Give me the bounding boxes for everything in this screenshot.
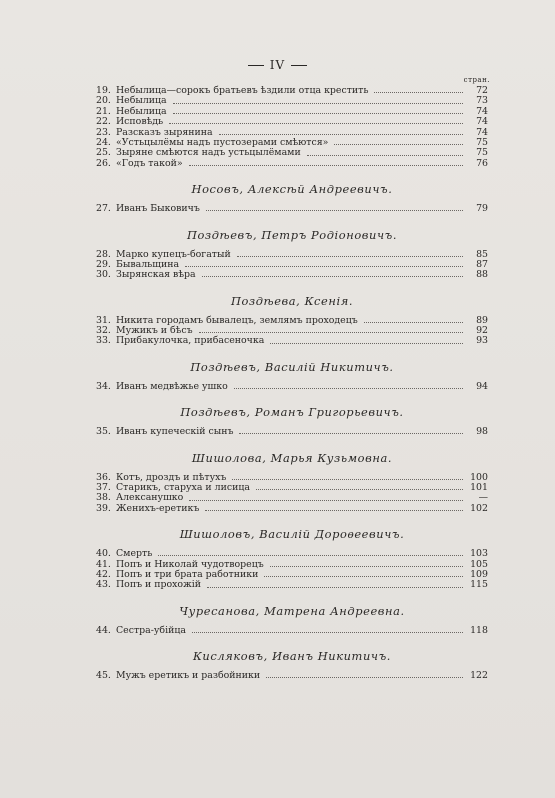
entry-title: Иванъ Быковичъ (116, 203, 200, 215)
entry-page: 115 (470, 579, 488, 591)
dot-leader (266, 676, 463, 678)
entry-title: Марко купецъ-богатый (116, 248, 231, 260)
toc-group (96, 86, 488, 169)
entry-number: 42. (96, 568, 111, 580)
entry-page: 109 (470, 568, 488, 580)
header-dash-left (248, 65, 264, 66)
entry-number: 39. (96, 502, 111, 514)
entry-page: 89 (476, 314, 488, 326)
author-heading: Поздѣевъ, Романъ Григорьевичъ. (180, 405, 404, 420)
entry-page: 94 (476, 380, 488, 392)
entry-title: Попъ и прохожій (116, 579, 201, 591)
entry-page: 93 (476, 335, 488, 347)
entry-title: Сестра-убійца (116, 624, 186, 636)
toc-entry (96, 626, 488, 636)
entry-number: 30. (96, 269, 111, 281)
entry-page: 101 (470, 482, 488, 494)
entry-number: 23. (96, 126, 111, 138)
dot-leader (307, 154, 463, 156)
dot-leader (270, 342, 463, 344)
entry-number: 38. (96, 492, 111, 504)
entry-number: 44. (96, 624, 111, 636)
entry-page: — (478, 492, 488, 504)
entry-number: 24. (96, 136, 111, 148)
entry-title: Иванъ медвѣжье ушко (116, 380, 228, 392)
dot-leader (334, 143, 463, 145)
entry-page: 79 (476, 203, 488, 215)
dot-leader (205, 509, 463, 511)
entry-number: 27. (96, 203, 111, 215)
author-heading: Носовъ, Алексѣй Андреевичъ. (191, 182, 393, 197)
entry-page: 73 (476, 95, 488, 107)
entry-page: 74 (476, 126, 488, 138)
entry-title: Прибакулочка, прибасеночка (116, 335, 265, 347)
entry-number: 20. (96, 95, 111, 107)
page-number-header (0, 58, 555, 72)
dot-leader (364, 321, 463, 323)
author-heading: Шишолова, Марья Кузьмовна. (191, 450, 393, 465)
dot-leader (158, 554, 463, 556)
entry-title: Мужъ еретикъ и разбойники (116, 670, 261, 682)
dot-leader (264, 575, 463, 577)
entry-title: Небылица—сорокъ братьевъ ѣздили отца крестить (116, 85, 369, 96)
entry-title: Женихъ-еретикъ (116, 502, 200, 514)
dot-leader (374, 91, 463, 93)
entry-number: 41. (96, 558, 111, 570)
entry-page: 87 (476, 258, 488, 270)
entry-number: 25. (96, 147, 111, 159)
entry-page: 98 (476, 426, 488, 438)
entry-title: Попъ и три брата работники (116, 568, 259, 580)
dot-leader (189, 164, 463, 166)
author-heading: Поздѣева, Ксенія. (230, 293, 354, 308)
entry-page: 74 (476, 105, 488, 117)
entry-number: 40. (96, 548, 111, 560)
dot-leader (206, 209, 463, 211)
dot-leader (169, 122, 463, 124)
entry-page: 122 (470, 670, 488, 682)
header-dash-right (291, 65, 307, 66)
toc-entry (96, 580, 488, 590)
toc-group (96, 450, 488, 515)
entry-page: 75 (476, 136, 488, 148)
author-heading: Чуресанова, Матрена Андреевна. (179, 603, 405, 618)
entry-title: Разсказъ зырянина (116, 126, 213, 138)
toc-entry (96, 504, 488, 514)
entry-page: 75 (476, 147, 488, 159)
entry-title: Иванъ купеческій сынъ (116, 426, 234, 438)
page-column-label: стран. (463, 76, 490, 84)
author-heading: Шишоловъ, Василій Дороѳеевичъ. (179, 527, 405, 542)
entry-page: 105 (470, 558, 488, 570)
toc-group (96, 293, 488, 347)
toc-entry (96, 336, 488, 346)
entry-title: Алексанушко (116, 492, 184, 504)
toc-entry (96, 382, 488, 392)
entry-page: 102 (470, 502, 488, 514)
entry-page: 76 (476, 157, 488, 169)
entry-title: Старикъ, старуха и лисица (116, 482, 250, 494)
toc-group (96, 404, 488, 437)
dot-leader (199, 331, 463, 333)
toc-group (96, 359, 488, 392)
entry-page: 118 (470, 624, 488, 636)
author-heading: Поздѣевъ, Петръ Родіоновичъ. (186, 227, 398, 242)
dot-leader (173, 112, 463, 114)
entry-number: 31. (96, 314, 111, 326)
dot-leader (219, 133, 463, 135)
entry-page: 85 (476, 248, 488, 260)
toc-entry (96, 117, 488, 127)
dot-leader (270, 565, 463, 567)
toc-group (96, 227, 488, 281)
entry-number: 22. (96, 116, 111, 128)
toc-entry (96, 204, 488, 214)
entry-number: 34. (96, 380, 111, 392)
dot-leader (232, 478, 463, 480)
toc-entry (96, 427, 488, 437)
dot-leader (239, 432, 463, 434)
entry-title: Зыряне смѣются надъ устьцылёмами (116, 147, 301, 159)
entry-number: 19. (96, 85, 111, 96)
entry-number: 29. (96, 258, 111, 270)
entry-page: 74 (476, 116, 488, 128)
entry-number: 32. (96, 325, 111, 337)
dot-leader (173, 102, 463, 104)
entry-page: 100 (470, 471, 488, 483)
entry-title: Никита городамъ бывалецъ, землямъ проходецъ (116, 314, 358, 326)
roman-page-number: IV (269, 58, 286, 72)
entry-number: 28. (96, 248, 111, 260)
dot-leader (234, 387, 463, 389)
entry-page: 92 (476, 325, 488, 337)
dot-leader (202, 275, 463, 277)
dot-leader (189, 499, 463, 501)
entry-title: Мужикъ и бѣсъ (116, 325, 193, 337)
entry-title: Бывальщина (116, 258, 180, 270)
entry-title: Исповѣдь (116, 116, 164, 128)
entry-number: 35. (96, 426, 111, 438)
toc-entry (96, 159, 488, 169)
entry-page: 103 (470, 548, 488, 560)
entry-title: Попъ и Николай чудотворецъ (116, 558, 264, 570)
entry-title: Небылица (116, 105, 167, 117)
entry-number: 26. (96, 157, 111, 169)
toc-entry (96, 270, 488, 280)
table-of-contents (96, 86, 488, 682)
toc-group (96, 526, 488, 591)
entry-page: 72 (476, 85, 488, 96)
entry-title: Смерть (116, 548, 153, 560)
author-heading: Кисляковъ, Иванъ Никитичъ. (193, 649, 391, 664)
entry-title: «Устьцылёмы надъ пустозерами смѣются» (116, 136, 329, 148)
dot-leader (192, 631, 463, 633)
author-heading: Поздѣевъ, Василій Никитичъ. (190, 359, 394, 374)
entry-page: 88 (476, 269, 488, 281)
dot-leader (237, 255, 463, 257)
dot-leader (185, 265, 463, 267)
entry-title: Зырянская вѣра (116, 269, 196, 281)
dot-leader (207, 586, 463, 588)
entry-number: 43. (96, 579, 111, 591)
entry-title: Небылица (116, 95, 167, 107)
toc-group (96, 603, 488, 636)
entry-title: «Годъ такой» (116, 157, 183, 169)
toc-group (96, 181, 488, 214)
entry-number: 45. (96, 670, 111, 682)
entry-number: 21. (96, 105, 111, 117)
entry-number: 36. (96, 471, 111, 483)
entry-title: Котъ, дроздъ и пѣтухъ (116, 471, 227, 483)
entry-number: 33. (96, 335, 111, 347)
toc-group (96, 648, 488, 681)
dot-leader (256, 488, 463, 490)
entry-number: 37. (96, 482, 111, 494)
toc-entry (96, 671, 488, 681)
